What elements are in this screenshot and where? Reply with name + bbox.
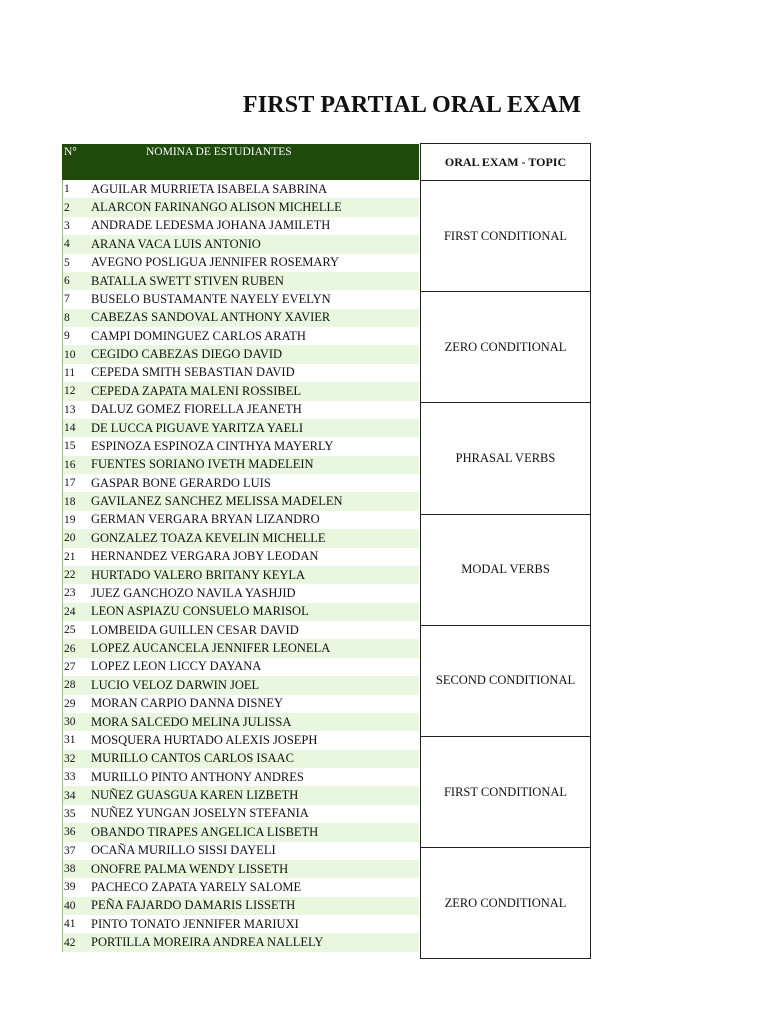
student-name: ALARCON FARINANGO ALISON MICHELLE	[91, 200, 342, 215]
table-row	[62, 750, 419, 768]
student-number: 4	[64, 238, 70, 251]
table-row	[62, 272, 419, 290]
topic-cell: ZERO CONDITIONAL	[421, 848, 590, 959]
table-row	[62, 584, 419, 602]
student-name: MURILLO CANTOS CARLOS ISAAC	[91, 751, 294, 766]
topic-table	[420, 143, 591, 959]
student-name: AGUILAR MURRIETA ISABELA SABRINA	[91, 181, 328, 196]
table-row	[62, 842, 419, 860]
table-row	[62, 823, 419, 841]
student-name: PACHECO ZAPATA YARELY SALOME	[91, 879, 302, 894]
student-name: LEON ASPIAZU CONSUELO MARISOL	[91, 604, 309, 619]
student-name: LUCIO VELOZ DARWIN JOEL	[91, 677, 260, 692]
student-name: OBANDO TIRAPES ANGELICA LISBETH	[91, 824, 319, 839]
student-name: ESPINOZA ESPINOZA CINTHYA MAYERLY	[91, 438, 334, 453]
table-row	[62, 217, 419, 235]
table-row	[62, 639, 419, 657]
table-row	[62, 713, 419, 731]
student-number: 16	[64, 458, 76, 471]
student-number: 34	[64, 789, 76, 802]
student-number: 13	[64, 403, 76, 416]
student-number: 30	[64, 716, 76, 729]
student-name: BATALLA SWETT STIVEN RUBEN	[91, 273, 284, 288]
student-name: LOPEZ LEON LICCY DAYANA	[91, 659, 262, 674]
student-number: 23	[64, 587, 76, 600]
student-number: 32	[64, 752, 76, 765]
student-number: 9	[64, 330, 70, 343]
student-number: 15	[64, 440, 76, 453]
topic-column-header: ORAL EXAM - TOPIC	[421, 144, 590, 181]
student-number: 29	[64, 697, 76, 710]
table-row	[62, 676, 419, 694]
student-name: CABEZAS SANDOVAL ANTHONY XAVIER	[91, 310, 331, 325]
table-row	[62, 695, 419, 713]
table-row	[62, 768, 419, 786]
student-name: DE LUCCA PIGUAVE YARITZA YAELI	[91, 420, 304, 435]
student-name: DALUZ GOMEZ FIORELLA JEANETH	[91, 402, 302, 417]
student-name: MORA SALCEDO MELINA JULISSA	[91, 714, 292, 729]
topic-cell: SECOND CONDITIONAL	[421, 626, 590, 737]
table-row	[62, 897, 419, 915]
table-row	[62, 419, 419, 437]
topic-cell: MODAL VERBS	[421, 515, 590, 626]
student-name: ONOFRE PALMA WENDY LISSETH	[91, 861, 289, 876]
table-row	[62, 198, 419, 216]
table-row	[62, 915, 419, 933]
student-name: CEPEDA SMITH SEBASTIAN DAVID	[91, 365, 295, 380]
table-row	[62, 456, 419, 474]
student-name: MORAN CARPIO DANNA DISNEY	[91, 696, 284, 711]
student-number: 35	[64, 807, 76, 820]
topic-groups	[421, 181, 590, 959]
student-number: 19	[64, 513, 76, 526]
table-row	[62, 566, 419, 584]
student-rows	[62, 180, 419, 952]
student-number: 41	[64, 918, 76, 931]
table-row	[62, 180, 419, 198]
student-number: 6	[64, 275, 70, 288]
topic-cell: ZERO CONDITIONAL	[421, 292, 590, 403]
student-name: GONZALEZ TOAZA KEVELIN MICHELLE	[91, 530, 326, 545]
student-name: PEÑA FAJARDO DAMARIS LISSETH	[91, 898, 296, 913]
student-number: 37	[64, 844, 76, 857]
student-number: 20	[64, 532, 76, 545]
student-name: LOMBEIDA GUILLEN CESAR DAVID	[91, 622, 299, 637]
table-row	[62, 860, 419, 878]
student-number: 10	[64, 348, 76, 361]
student-name: CEGIDO CABEZAS DIEGO DAVID	[91, 347, 283, 362]
table-row	[62, 290, 419, 308]
student-number: 36	[64, 826, 76, 839]
student-number: 27	[64, 660, 76, 673]
table-row	[62, 437, 419, 455]
student-number: 17	[64, 477, 76, 490]
student-number: 33	[64, 771, 76, 784]
student-name: ANDRADE LEDESMA JOHANA JAMILETH	[91, 218, 331, 233]
student-number: 24	[64, 605, 76, 618]
student-number: 21	[64, 550, 76, 563]
student-name: PORTILLA MOREIRA ANDREA NALLELY	[91, 935, 324, 950]
student-name: MOSQUERA HURTADO ALEXIS JOSEPH	[91, 732, 318, 747]
student-name: BUSELO BUSTAMANTE NAYELY EVELYN	[91, 291, 331, 306]
student-name: HURTADO VALERO BRITANY KEYLA	[91, 567, 306, 582]
student-number: 38	[64, 863, 76, 876]
table-row	[62, 878, 419, 896]
student-number: 5	[64, 256, 70, 269]
student-number: 14	[64, 422, 76, 435]
student-number: 26	[64, 642, 76, 655]
student-number: 25	[64, 624, 76, 637]
student-name: FUENTES SORIANO IVETH MADELEIN	[91, 457, 314, 472]
student-name: ARANA VACA LUIS ANTONIO	[91, 236, 261, 251]
table-row	[62, 474, 419, 492]
student-number: 40	[64, 899, 76, 912]
student-number: 1	[64, 183, 70, 196]
table-row	[62, 933, 419, 951]
student-number: 39	[64, 881, 76, 894]
table-row	[62, 805, 419, 823]
student-name: CEPEDA ZAPATA MALENI ROSSIBEL	[91, 383, 302, 398]
table-row	[62, 327, 419, 345]
table-row	[62, 235, 419, 253]
student-name: AVEGNO POSLIGUA JENNIFER ROSEMARY	[91, 255, 340, 270]
number-column-header: N°	[64, 146, 77, 158]
table-row	[62, 621, 419, 639]
table-row	[62, 401, 419, 419]
table-row	[62, 511, 419, 529]
student-name: GERMAN VERGARA BRYAN LIZANDRO	[91, 512, 320, 527]
student-name: HERNANDEZ VERGARA JOBY LEODAN	[91, 549, 319, 564]
table-row	[62, 492, 419, 510]
student-number: 2	[64, 201, 70, 214]
student-number: 28	[64, 679, 76, 692]
student-name: GAVILANEZ SANCHEZ MELISSA MADELEN	[91, 494, 343, 509]
table-row	[62, 254, 419, 272]
student-name: NUÑEZ YUNGAN JOSELYN STEFANIA	[91, 806, 309, 821]
student-number: 18	[64, 495, 76, 508]
student-number: 22	[64, 569, 76, 582]
topic-cell: PHRASAL VERBS	[421, 403, 590, 514]
student-name: NUÑEZ GUASGUA KAREN LIZBETH	[91, 788, 299, 803]
table-row	[62, 309, 419, 327]
student-number: 8	[64, 311, 70, 324]
names-column-header: NOMINA DE ESTUDIANTES	[146, 146, 292, 158]
table-row	[62, 345, 419, 363]
student-number: 12	[64, 385, 76, 398]
student-list-table	[62, 144, 419, 952]
table-row	[62, 603, 419, 621]
student-name: MURILLO PINTO ANTHONY ANDRES	[91, 769, 304, 784]
student-name: CAMPI DOMINGUEZ CARLOS ARATH	[91, 328, 306, 343]
topic-cell: FIRST CONDITIONAL	[421, 737, 590, 848]
student-name: LOPEZ AUCANCELA JENNIFER LEONELA	[91, 641, 331, 656]
table-row	[62, 529, 419, 547]
page-title: FIRST PARTIAL ORAL EXAM	[242, 92, 582, 118]
student-name: JUEZ GANCHOZO NAVILA YASHJID	[91, 585, 296, 600]
table-row	[62, 548, 419, 566]
student-name: OCAÑA MURILLO SISSI DAYELI	[91, 843, 276, 858]
student-number: 11	[64, 366, 76, 379]
topic-cell: FIRST CONDITIONAL	[421, 181, 590, 292]
student-name: PINTO TONATO JENNIFER MARIUXI	[91, 916, 299, 931]
table-row	[62, 364, 419, 382]
table-row	[62, 786, 419, 804]
table-row	[62, 731, 419, 749]
student-name: GASPAR BONE GERARDO LUIS	[91, 475, 271, 490]
student-number: 3	[64, 219, 70, 232]
student-number: 42	[64, 936, 76, 949]
student-list-header	[62, 144, 419, 180]
student-number: 31	[64, 734, 76, 747]
table-row	[62, 658, 419, 676]
table-row	[62, 382, 419, 400]
student-number: 7	[64, 293, 70, 306]
